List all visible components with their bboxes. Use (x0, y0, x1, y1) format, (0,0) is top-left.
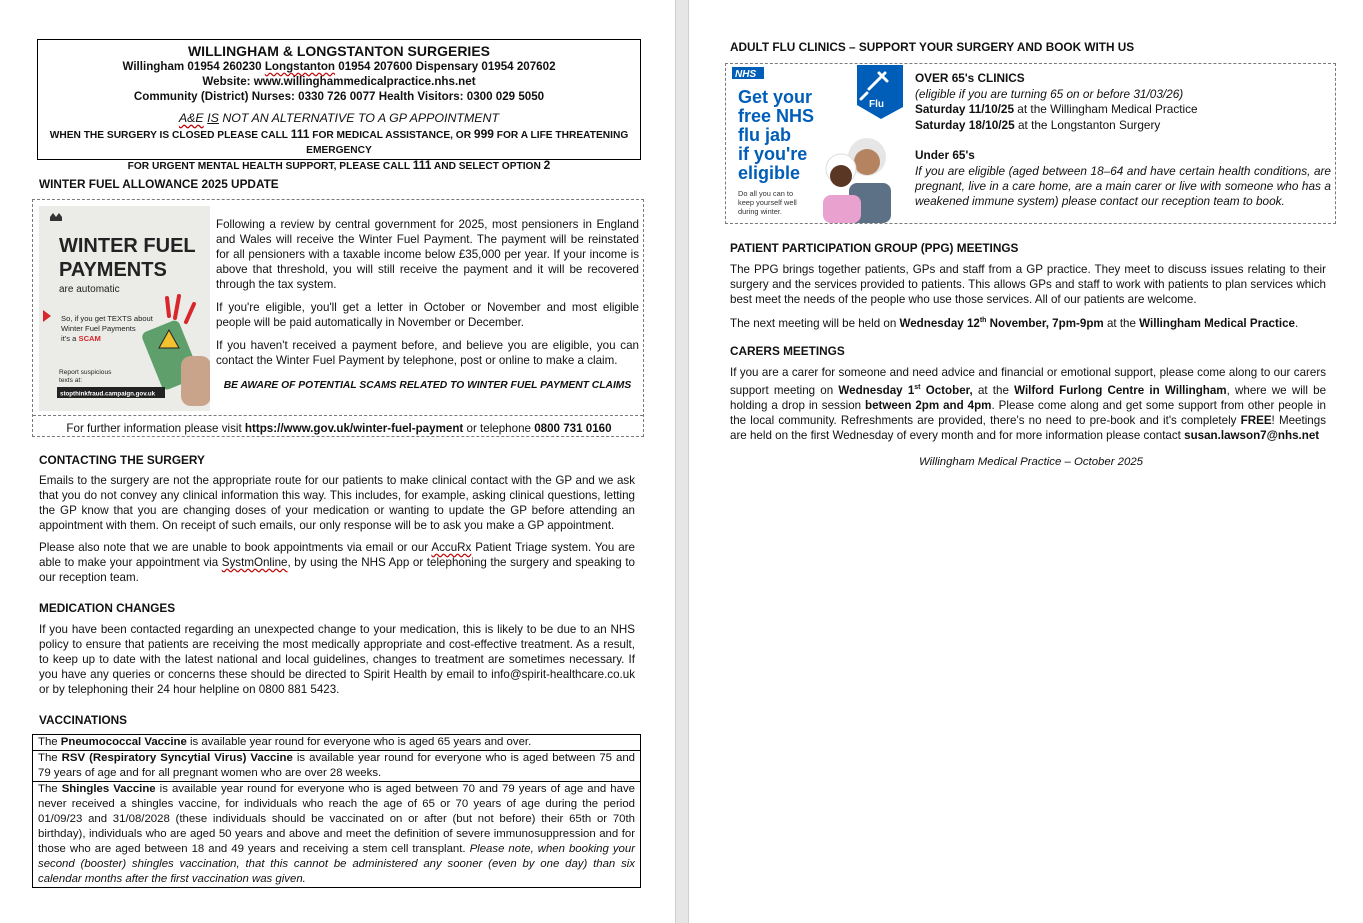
ppg-heading: PATIENT PARTICIPATION GROUP (PPG) MEETINGS (730, 241, 1019, 255)
svg-text:if you're: if you're (738, 144, 808, 164)
vaccinations-heading: VACCINATIONS (39, 713, 128, 727)
table-row: The Shingles Vaccine is available year round for everyone who is aged between 70 and 79 years of age and have never received a shingles vaccine, for individuals who reach the age of 65 or 70 years of age during the period 01/09/23 and 31/08/2028 (these individuals should be vaccinated on or after (but not before) their 65th or 70th birthday), individuals who are aged 50 years and above and meet the definition of severe immunosuppression and for those who are aged between 18 and 49 years and receiving a stem cell transplant. Please note, when booking your second (booster) shingles vaccination, that this cannot be administered any sooner (even by one day) than six calendar months after the first vaccination was given. (33, 782, 641, 888)
ae-warning: A&E IS NOT AN ALTERNATIVE TO A GP APPOINTMENT (178, 111, 500, 125)
community-line: Community (District) Nurses: 0330 726 0077 Health Visitors: 0300 029 5050 (133, 90, 545, 103)
contacting-para-1: Emails to the surgery are not the appropriate route for our patients to make clinical contact with the GP and we ask that you do not convey any clinical information this way. This includes, for example, asking clinical questions, letting the GP know that you are changing doses of your medication or wanting to update the GP before attending an appointment with them. On receipt of such emails, our only response will be to ask you make a GP appointment. (39, 474, 635, 532)
ppg-para: The PPG brings together patients, GPs and staff from a GP practice. They meet to discuss issues relating to their surgery and the services provided to patients. This allows GPs and staff to work with patients to plan services which best meet the needs of the people who use those services. All of our patients are welcome. (730, 263, 1326, 306)
winter-fuel-para-1: Following a review by central government for 2025, most pensioners in England and Wales will receive the Winter Fuel Payment. The payment will be reinstated for all pensioners with a taxable income below £35,000 per year. If your income is above that threshold, you will still receive the payment and it will be recovered through the tax system. (216, 218, 639, 291)
mental-health-line: FOR URGENT MENTAL HEALTH SUPPORT, PLEASE CALL 111 AND SELECT OPTION 2 (127, 158, 551, 172)
closed-line: WHEN THE SURGERY IS CLOSED PLEASE CALL 111 FOR MEDICAL ASSISTANCE, OR 999 FOR A LIFE THREATENING EMERGENCY (49, 127, 629, 156)
svg-text:texts at:: texts at: (59, 377, 83, 384)
winter-fuel-poster-graphic (39, 206, 210, 411)
svg-text:flu jab: flu jab (738, 125, 791, 145)
svg-text:eligible: eligible (738, 163, 801, 183)
table-row: The RSV (Respiratory Syncytial Virus) Vaccine is available year round for everyone who is aged between 75 and 79 years of age and for all pregnant women who are over 28 weeks. (33, 751, 641, 782)
svg-text:Report suspicious: Report suspicious (59, 369, 112, 376)
svg-text:NHS: NHS (735, 69, 757, 80)
winter-fuel-poster (39, 206, 210, 411)
svg-text:keep yourself well: keep yourself well (738, 198, 797, 207)
winter-fuel-text (216, 217, 639, 399)
clinic-date-1: Saturday 11/10/25 at the Willingham Medical Practice (915, 102, 1198, 117)
svg-text:Winter Fuel Payments: Winter Fuel Payments (61, 324, 136, 333)
contacting-para-2: Please also note that we are unable to book appointments via email or our AccuRx Patient Triage system. You are able to make your appointment via SystmOnline, by using the NHS App or telephoning the surgery and speaking to our reception team. (39, 541, 635, 584)
svg-text:So, if you get TEXTS about: So, if you get TEXTS about (61, 314, 153, 323)
under-65-heading: Under 65's (915, 148, 975, 163)
table-row: The Pneumococcal Vaccine is available year round for everyone who is aged 65 years and over. (33, 735, 641, 751)
winter-fuel-heading: WINTER FUEL ALLOWANCE 2025 UPDATE (39, 177, 279, 191)
contacting-body (39, 473, 635, 585)
scam-warning: BE AWARE OF POTENTIAL SCAMS RELATED TO WINTER FUEL PAYMENT CLAIMS (223, 380, 632, 391)
website-line: Website: www.willinghammedicalpractice.nhs.net (202, 75, 476, 88)
carers-para: If you are a carer for someone and need advice and financial or emotional support, please come along to our carers support meeting on Wednesday 1st October, at the Wilford Furlong Centre in Willingham, where we will be holding a drop in session between 2pm and 4pm. Please come along and get some support from other people in the local community. Refreshments are provided, there's no need to pre-book and it's completely FREE! Meetings are held on the first Wednesday of every month and for more information please contact susan.lawson7@nhs.net (730, 366, 1327, 442)
svg-text:Flu: Flu (869, 99, 884, 110)
carers-heading: CARERS MEETINGS (730, 344, 845, 358)
svg-text:stopthinkfraud.campaign.gov.uk: stopthinkfraud.campaign.gov.uk (60, 390, 156, 398)
clinic-date-2: Saturday 18/10/25 at the Longstanton Surgery (915, 117, 1161, 132)
svg-text:Get your: Get your (738, 87, 813, 107)
ppg-body (730, 262, 1326, 331)
vaccinations-table (32, 734, 641, 888)
svg-text:it's a SCAM: it's a SCAM (61, 334, 101, 343)
contacting-heading: CONTACTING THE SURGERY (39, 453, 205, 467)
page-gutter (675, 0, 689, 923)
svg-text:WINTER FUEL: WINTER FUEL (59, 235, 196, 257)
phone-line: Willingham 01954 260230 Longstanton 01954 207600 Dispensary 01954 207602 (122, 60, 556, 73)
medication-para: If you have been contacted regarding an unexpected change to your medication, this is likely to be due to an NHS policy to ensure that patients are receiving the most medically appropriate and cost-effective treatment. As a result, to keep up to date with the latest national and local guidelines, changes to treatment are sometimes necessary. If you have any queries or concerns these should be directed to Spirit Health by email to info@spirit-healthcare.co.uk or by telephoning their 24 hour helpline on 0800 881 5423. (39, 623, 635, 696)
surgery-title: WILLINGHAM & LONGSTANTON SURGERIES (187, 43, 491, 59)
footer-note: Willingham Medical Practice – October 2025 (918, 456, 1143, 468)
ppg-next-meeting: The next meeting will be held on Wednesday 12th November, 7pm-9pm at the Willingham Medical Practice. (730, 316, 1299, 330)
flu-box (725, 63, 1336, 224)
svg-text:free NHS: free NHS (738, 106, 815, 126)
svg-text:during winter.: during winter. (738, 207, 782, 216)
over-65-heading: OVER 65's CLINICS (915, 71, 1025, 85)
medication-heading: MEDICATION CHANGES (39, 601, 176, 615)
winter-fuel-info: For further information please visit https://www.gov.uk/winter-fuel-payment or telephone 0800 731 0160 (66, 422, 612, 435)
svg-text:are automatic: are automatic (59, 284, 120, 295)
svg-text:Do all you can to: Do all you can to (738, 189, 794, 198)
winter-fuel-box (32, 199, 644, 437)
flu-poster (729, 65, 903, 223)
surgery-header-box (37, 39, 641, 172)
flu-heading: ADULT FLU CLINICS – SUPPORT YOUR SURGERY AND BOOK WITH US (730, 40, 1135, 54)
flu-poster-graphic (729, 65, 903, 223)
winter-fuel-para-3: If you haven't received a payment before, and believe you are eligible, you can contact the Winter Fuel Payment by telephone, post or online to make a claim. (216, 339, 639, 367)
winter-fuel-divider (33, 415, 643, 416)
winter-fuel-link[interactable]: https://www.gov.uk/winter-fuel-payment (244, 422, 464, 435)
under-65-text: If you are eligible (aged between 18–64 and have certain health conditions, are pregnant, live in a care home, are a main carer or live with someone who has a weakened immune system) please contact our reception team to book. (915, 163, 1331, 208)
svg-text:PAYMENTS: PAYMENTS (59, 259, 167, 281)
over-65-note: (eligible if you are turning 65 on or before 31/03/26) (915, 86, 1184, 101)
flu-clinic-details (915, 71, 1331, 209)
winter-fuel-para-2: If you're eligible, you'll get a letter in October or November and most eligible people will be paid automatically in November or December. (216, 301, 639, 329)
